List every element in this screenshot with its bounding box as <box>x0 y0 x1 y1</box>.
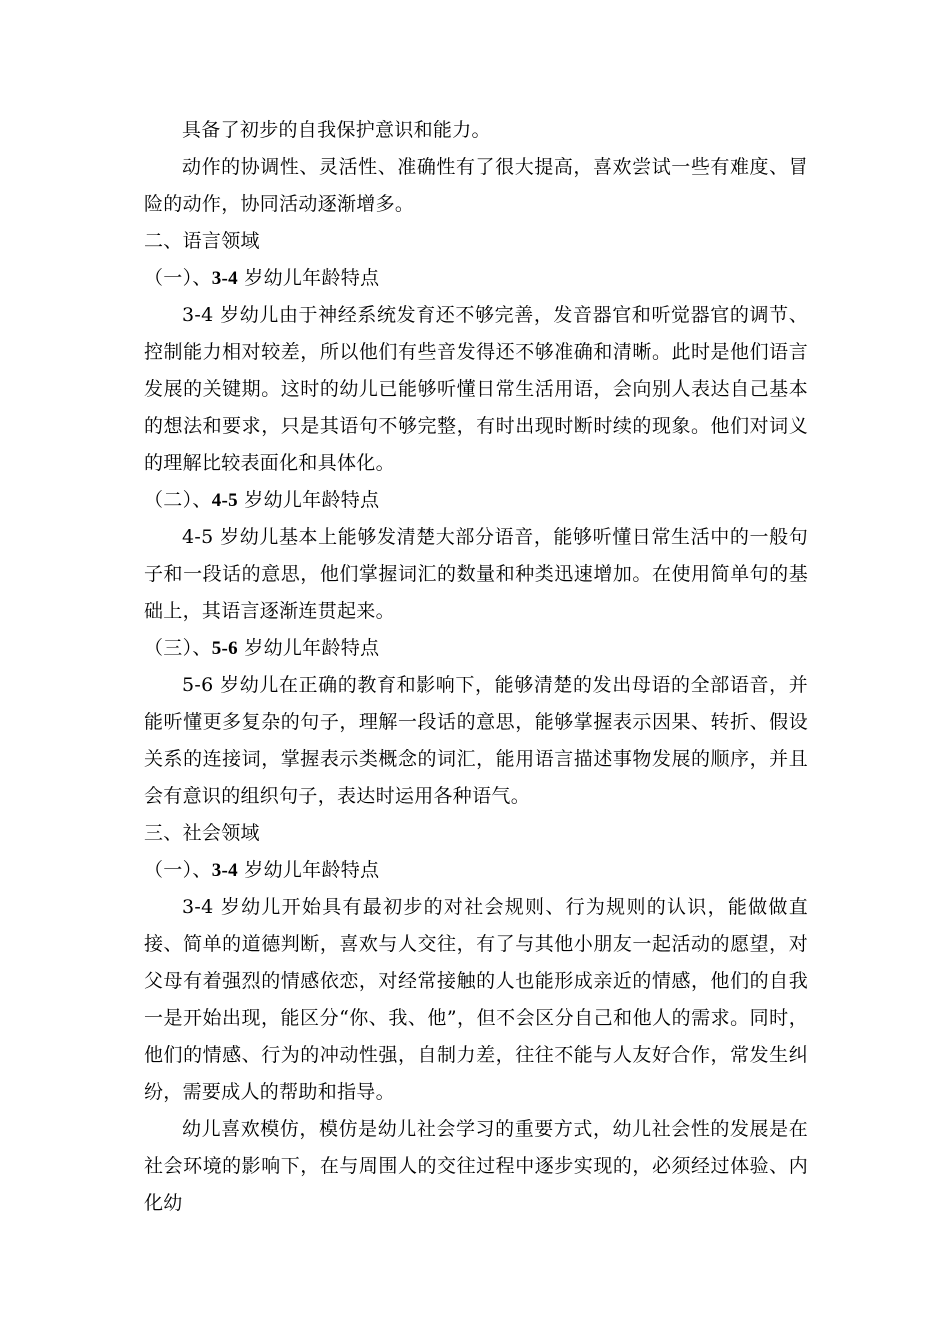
document-body <box>144 112 808 1222</box>
subheading-prefix: （一）、 <box>144 859 212 881</box>
paragraph: 动作的协调性、灵活性、准确性有了很大提高，喜欢尝试一些有难度、冒险的动作，协同活动逐渐增多。 <box>144 156 808 215</box>
subheading-suffix: 岁幼儿年龄特点 <box>237 267 380 289</box>
paragraph: 3-4 岁幼儿开始具有最初步的对社会规则、行为规则的认识，能做做直接、简单的道德判断，喜欢与人交往，有了与其他小朋友一起活动的愿望，对父母有着强烈的情感依恋，对经常接触的人也能形成亲近的情感，他们的自我一是开始出现，能区分“你、我、他”，但不会区分自己和他人的需求。同时，他们的情感、行为的冲动性强，自制力差，往往不能与人友好合作，常发生纠纷，需要成人的帮助和指导。 <box>144 896 808 1103</box>
subheading-age: 5-6 <box>211 638 238 659</box>
paragraph: 具备了初步的自我保护意识和能力。 <box>182 119 491 141</box>
section-heading-social: 三、社会领域 <box>144 822 260 844</box>
paragraph: 5-6 岁幼儿在正确的教育和影响下，能够清楚的发出母语的全部语音，并能听懂更多复杂的句子，理解一段话的意思，能够掌握表示因果、转折、假设关系的连接词，掌握表示类概念的词汇，能用语言描述事物发展的顺序，并且会有意识的组织句子，表达时运用各种语气。 <box>144 674 808 807</box>
paragraph: 3-4 岁幼儿由于神经系统发育还不够完善，发音器官和听觉器官的调节、控制能力相对较差，所以他们有些音发得还不够准确和清晰。此时是他们语言发展的关键期。这时的幼儿已能够听懂日常生活用语，会向别人表达自己基本的想法和要求，只是其语句不够完整，有时出现时断时续的现象。他们对词义的理解比较表面化和具体化。 <box>144 304 808 474</box>
subheading-prefix: （一）、 <box>144 267 212 289</box>
paragraph: 4-5 岁幼儿基本上能够发清楚大部分语音，能够听懂日常生活中的一般句子和一段话的意思，他们掌握词汇的数量和种类迅速增加。在使用简单句的基础上，其语言逐渐连贯起来。 <box>144 526 808 622</box>
subheading-prefix: （三）、 <box>144 637 212 659</box>
subheading-age: 3-4 <box>211 860 238 881</box>
subheading-age: 4-5 <box>211 490 238 511</box>
subheading-age: 3-4 <box>211 268 238 289</box>
subheading-prefix: （二）、 <box>144 489 212 511</box>
subsection-heading <box>144 630 808 667</box>
subsection-heading <box>144 260 808 297</box>
subheading-suffix: 岁幼儿年龄特点 <box>237 859 380 881</box>
subheading-suffix: 岁幼儿年龄特点 <box>237 489 380 511</box>
subsection-heading <box>144 852 808 889</box>
paragraph: 幼儿喜欢模仿，模仿是幼儿社会学习的重要方式，幼儿社会性的发展是在社会环境的影响下，在与周围人的交往过程中逐步实现的，必须经过体验、内化幼 <box>144 1118 808 1214</box>
subsection-heading <box>144 482 808 519</box>
subheading-suffix: 岁幼儿年龄特点 <box>237 637 380 659</box>
section-heading-language: 二、语言领域 <box>144 230 260 252</box>
